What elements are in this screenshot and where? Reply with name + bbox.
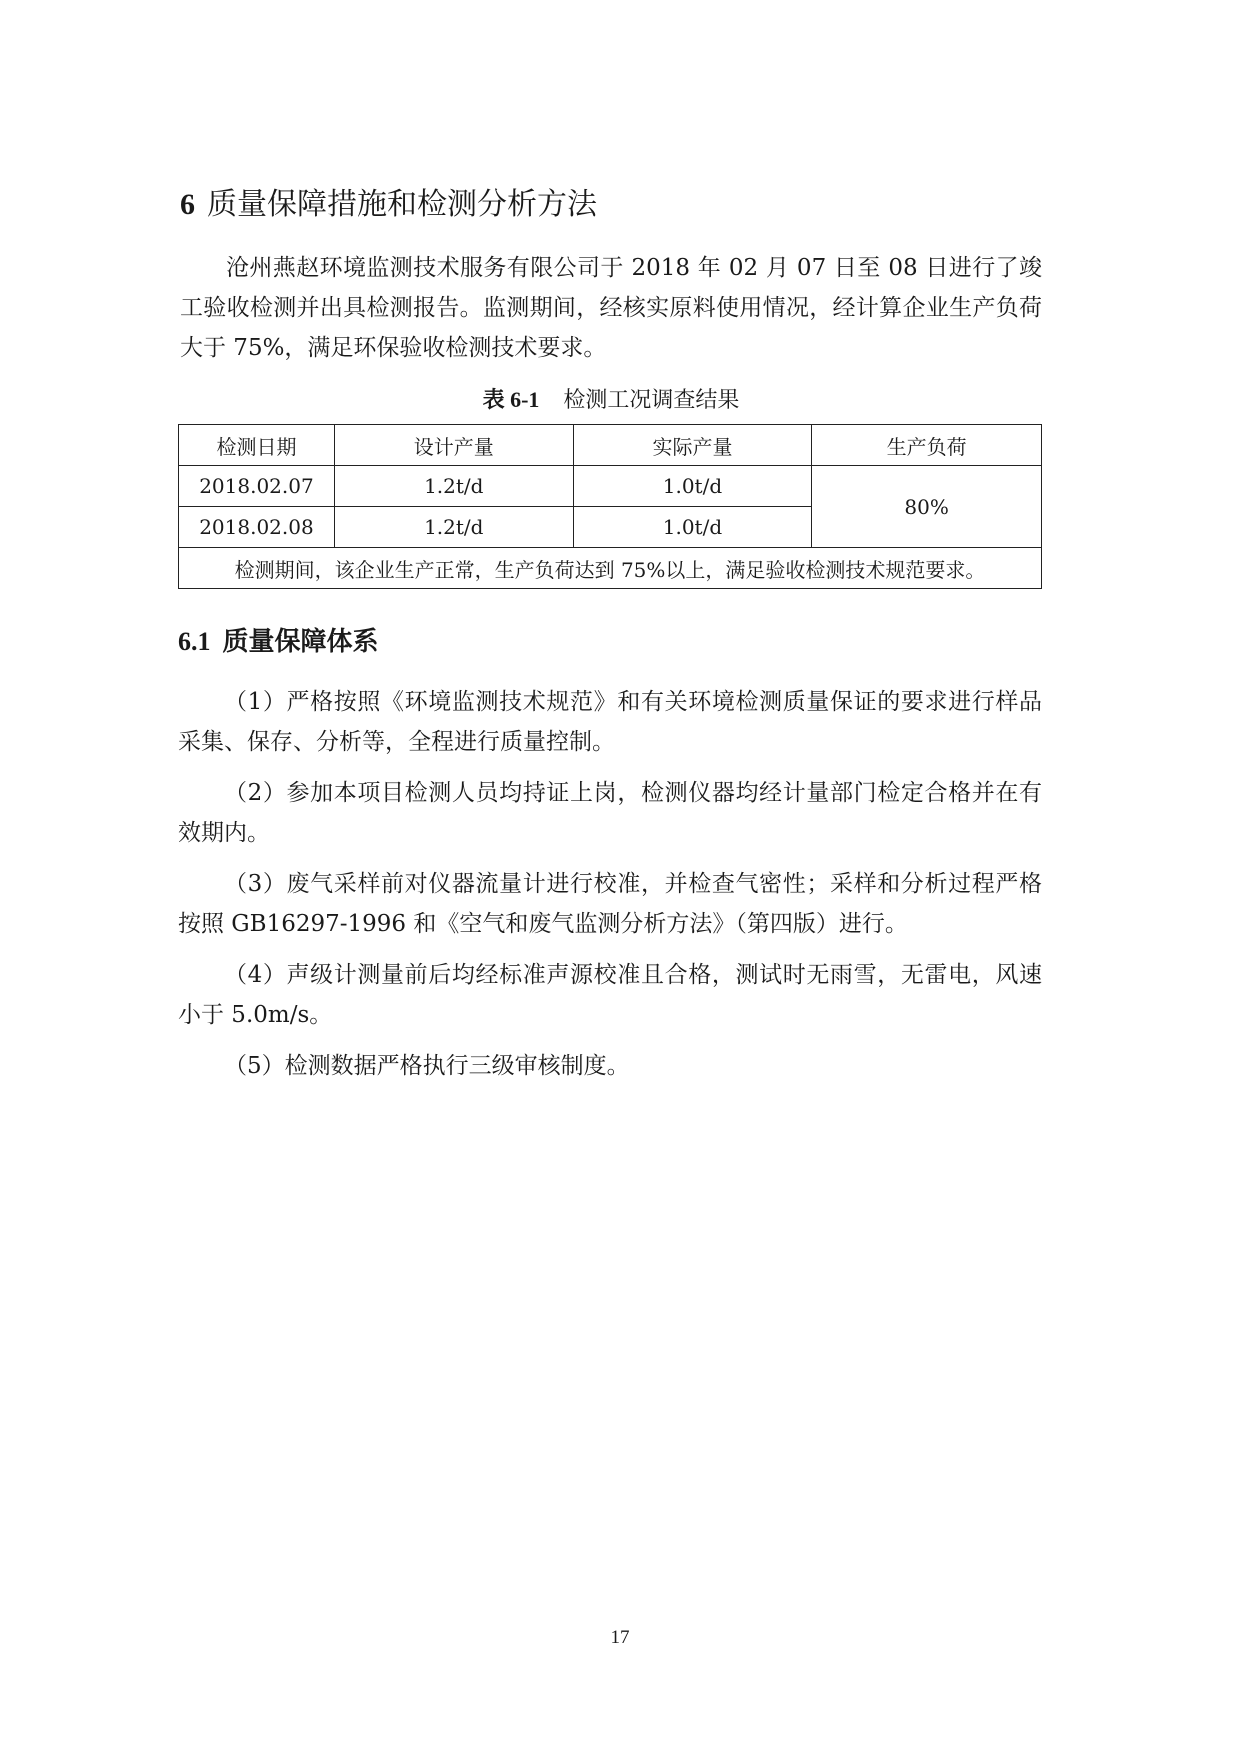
list-item: （2）参加本项目检测人员均持证上岗，检测仪器均经计量部门检定合格并在有效期内。 [178, 780, 1042, 846]
subsection-title: 质量保障体系 [222, 627, 379, 657]
table-caption [180, 383, 1042, 418]
list-item: （5）检测数据严格执行三级审核制度。 [224, 1053, 630, 1079]
table-note: 检测期间，该企业生产正常，生产负荷达到 75%以上，满足验收检测技术规范要求。 [179, 548, 1042, 589]
table-note-row [179, 548, 1042, 589]
header-production-load: 生产负荷 [812, 425, 1042, 466]
table-caption-title: 检测工况调查结果 [563, 388, 740, 413]
section-title: 质量保障措施和检测分析方法 [207, 187, 597, 222]
page-number: 17 [610, 1627, 630, 1648]
quality-measures-list [178, 682, 1042, 1097]
cell-production-load: 80% [812, 466, 1042, 548]
cell-date: 2018.02.08 [179, 507, 335, 548]
subsection-number: 6.1 [178, 627, 211, 656]
cell-design-output: 1.2t/d [334, 507, 573, 548]
subsection-heading [178, 622, 379, 662]
table-header-row [179, 425, 1042, 466]
list-item: （1）严格按照《环境监测技术规范》和有关环境检测质量保证的要求进行样品采集、保存、分析等，全程进行质量控制。 [178, 689, 1042, 755]
work-condition-table [178, 424, 1042, 589]
cell-actual-output: 1.0t/d [573, 466, 812, 507]
cell-date: 2018.02.07 [179, 466, 335, 507]
cell-actual-output: 1.0t/d [573, 507, 812, 548]
list-item: （4）声级计测量前后均经标准声源校准且合格，测试时无雨雪，无雷电，风速小于 5.0m/s。 [178, 962, 1042, 1028]
section-heading [180, 185, 597, 225]
header-actual-output: 实际产量 [573, 425, 812, 466]
header-date: 检测日期 [179, 425, 335, 466]
list-item: （3）废气采样前对仪器流量计进行校准，并检查气密性；采样和分析过程严格按照 GB16297-1996 和《空气和废气监测分析方法》（第四版）进行。 [178, 871, 1042, 937]
table-row [179, 466, 1042, 507]
header-design-output: 设计产量 [334, 425, 573, 466]
section-number: 6 [180, 188, 195, 221]
table-caption-number: 表 6-1 [482, 387, 540, 412]
cell-design-output: 1.2t/d [334, 466, 573, 507]
intro-paragraph: 沧州燕赵环境监测技术服务有限公司于 2018 年 02 月 07 日至 08 日进行了竣工验收检测并出具检测报告。监测期间，经核实原料使用情况，经计算企业生产负荷大于 75%，满足环保验收检测技术要求。 [180, 255, 1042, 361]
